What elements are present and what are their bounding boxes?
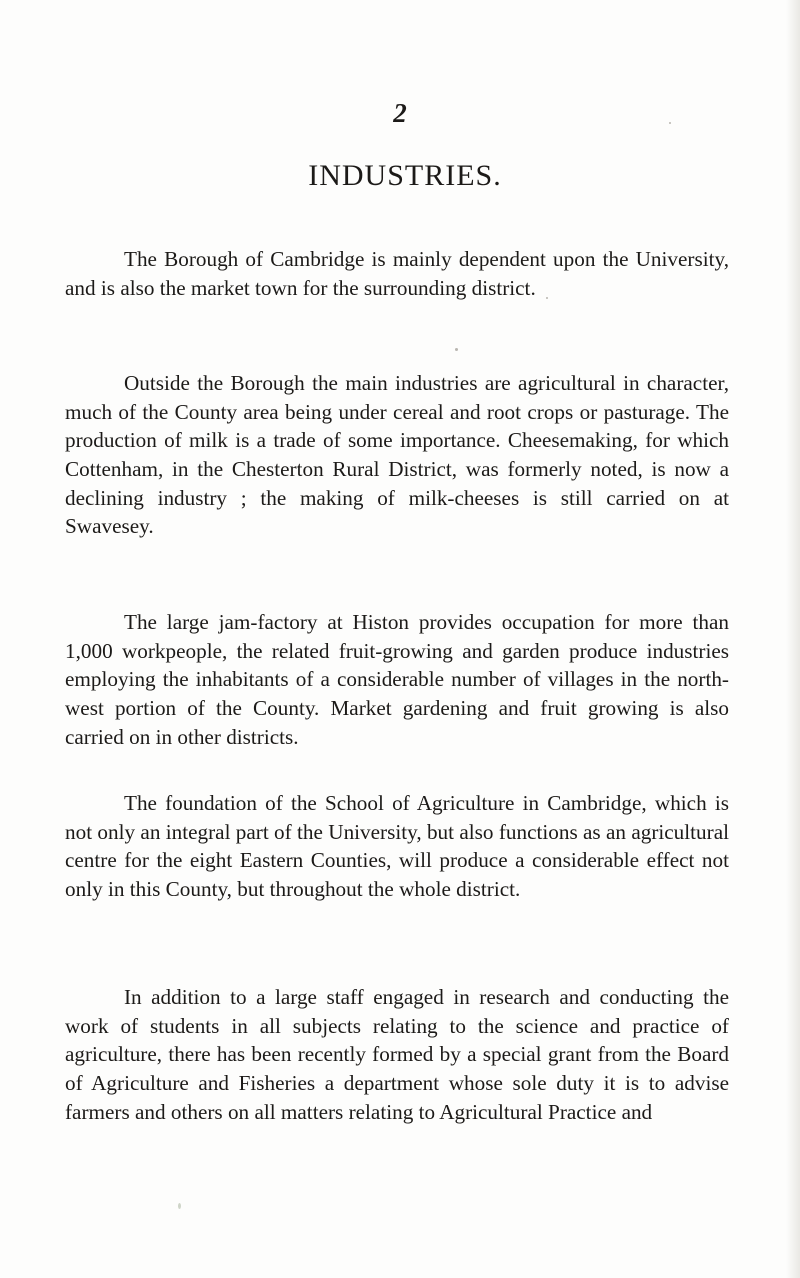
- paragraph-2: Outside the Borough the main industries are agricultural in character, much of the County area being under cereal and root crops or pasturage. The production of milk is a trade of some importance. Cheesemaking, for which Cottenham, in the Chesterton Rural District, was formerly noted, is now a declining industry ; the making of milk-cheeses is still carried on at Swavesey.: [65, 371, 729, 539]
- paragraph-1: The Borough of Cambridge is mainly dependent upon the University, and is also the market town for the surrounding district.: [65, 247, 729, 300]
- page-heading: INDUSTRIES.: [308, 159, 502, 192]
- paper-speck: [178, 1203, 181, 1209]
- paper-speck: [669, 122, 671, 124]
- paper-speck: [455, 348, 458, 351]
- paragraph-5: In addition to a large staff engaged in research and conducting the work of students in all subjects relating to the science and practice of agriculture, there has been recently formed by a special grant from the Board of Agriculture and Fisheries a department whose sole duty it is to advise farmers and others on all matters relating to Agricultural Practice and: [65, 985, 729, 1124]
- paragraph-3: The large jam-factory at Histon provides occupation for more than 1,000 workpeople, the related fruit-growing and garden produce industries employing the inhabitants of a considerable number of villages in the north-west portion of the County. Market gardening and fruit growing is also carried on in other districts.: [65, 610, 729, 749]
- page-number: 2: [393, 98, 407, 128]
- paragraph-4: The foundation of the School of Agriculture in Cambridge, which is not only an integral part of the University, but also functions as an agricultural centre for the eight Eastern Counties, will produce a considerable effect not only in this County, but throughout the whole district.: [65, 791, 729, 901]
- paper-speck: [546, 297, 548, 299]
